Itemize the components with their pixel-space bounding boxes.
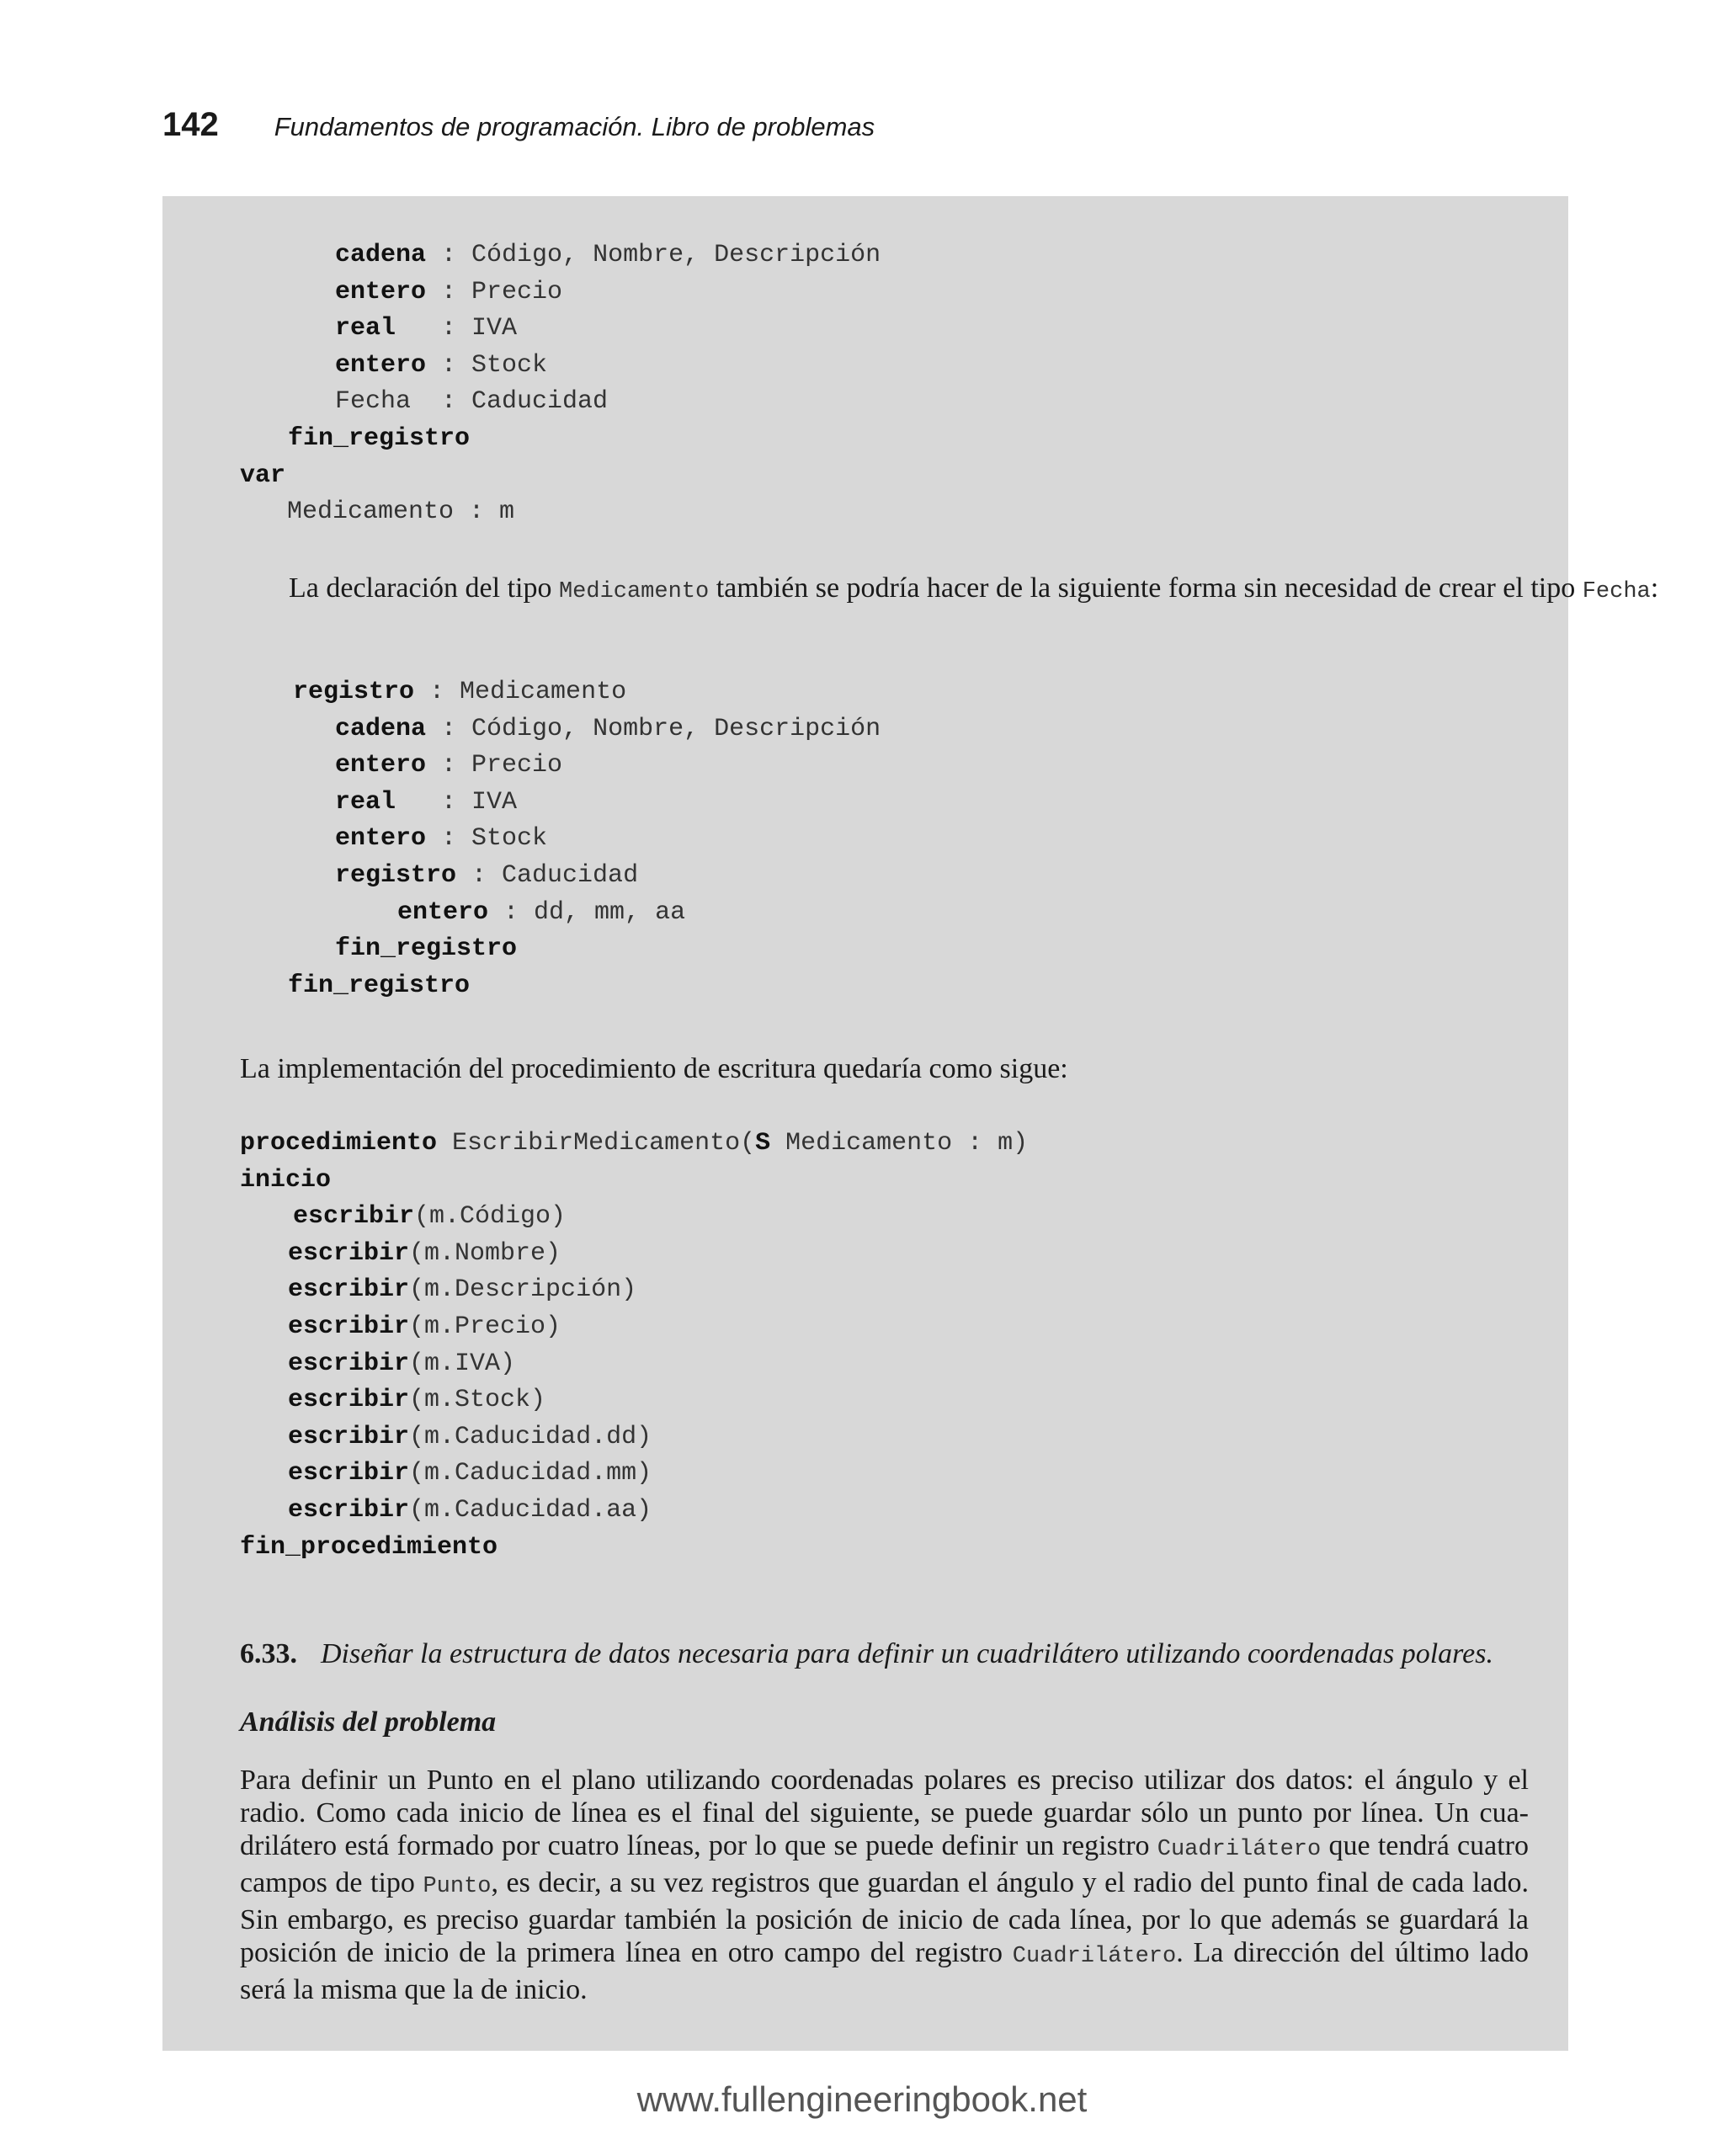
code-line xyxy=(240,1125,1028,1162)
inline-code: Cuadrilátero xyxy=(1012,1944,1177,1969)
inline-code: Cuadrilátero xyxy=(1157,1837,1322,1862)
code-line xyxy=(335,237,881,274)
paragraph-text: , es decir, a su vez registros que guardan el ángulo y el radio del punto final de cada lado. Sin embargo, es preciso guardar también la posición de inicio de cada línea, por lo que además se guardará la posición de inicio de la primera línea en otro campo del registro xyxy=(240,1867,1530,1968)
code-keyword: S xyxy=(755,1129,771,1158)
code-text: : Código, Nombre, Descripción xyxy=(426,714,881,743)
code-text: (m.Código) xyxy=(414,1202,567,1232)
code-keyword: inicio xyxy=(240,1165,332,1195)
code-keyword: escribir xyxy=(288,1275,410,1305)
code-keyword: cadena xyxy=(335,241,427,269)
code-line xyxy=(293,1198,566,1235)
code-keyword: entero xyxy=(335,751,427,780)
code-text: (m.Caducidad.mm) xyxy=(409,1459,652,1488)
code-text: (m.Caducidad.aa) xyxy=(409,1496,652,1525)
code-text: : dd, mm, aa xyxy=(488,897,686,927)
inline-code: Punto xyxy=(423,1874,492,1899)
code-keyword: registro xyxy=(335,861,457,890)
paragraph-text: . La dirección del último lado será la misma que la de inicio. xyxy=(240,1937,1529,2005)
code-keyword: escribir xyxy=(288,1422,410,1451)
content-box xyxy=(162,196,1659,2051)
code-line xyxy=(287,493,514,530)
code-line xyxy=(335,274,562,311)
code-text: : Medicamento xyxy=(414,678,627,706)
problem-statement xyxy=(240,1637,1578,1671)
inline-code: Medicamento xyxy=(558,579,710,604)
code-keyword: registro xyxy=(293,678,415,706)
code-line xyxy=(293,673,626,711)
paragraph-implementacion: La implementación del procedimiento de escritura quedaría como sigue: xyxy=(240,1053,1068,1084)
code-line xyxy=(240,1162,331,1199)
analysis-heading: Análisis del problema xyxy=(240,1706,497,1738)
code-text: : IVA xyxy=(396,314,518,343)
code-keyword: procedimiento xyxy=(240,1129,438,1158)
code-keyword: fin_procedimiento xyxy=(240,1532,498,1562)
code-keyword: var xyxy=(240,460,286,490)
paragraph-text: La declaración del tipo xyxy=(289,572,559,604)
code-line xyxy=(288,1271,636,1308)
code-keyword: escribir xyxy=(293,1202,415,1232)
problem-text: Diseñar la estructura de datos necesaria para definir un cuadrilátero utilizando coordenadas polares. xyxy=(321,1638,1493,1669)
code-text: : Caducidad xyxy=(456,861,639,890)
code-text: Fecha : Caducidad xyxy=(335,387,609,417)
code-keyword: escribir xyxy=(288,1349,410,1378)
code-line xyxy=(335,857,638,894)
code-line xyxy=(288,1235,561,1272)
code-text: : Precio xyxy=(426,277,563,306)
code-line xyxy=(335,930,517,967)
code-keyword: escribir xyxy=(288,1386,410,1415)
code-text: (m.Nombre) xyxy=(409,1238,561,1268)
code-line xyxy=(335,820,547,857)
paragraph-text: Para definir un Punto en el plano utilizando coordenadas polares es preciso utilizar dos datos: el ángulo y el radio. Como cada inicio de línea es el final del siguiente, se puede guardar sólo un punto por línea. Un cua-drilátero está formado por cuatro líneas, por lo que se puede definir un registro xyxy=(240,1765,1529,1861)
paragraph-text: que tendrá cuatro campos de tipo xyxy=(240,1830,1529,1898)
code-keyword: fin_registro xyxy=(288,971,471,1000)
code-text: EscribirMedicamento( xyxy=(437,1129,756,1158)
code-line xyxy=(335,310,517,347)
code-keyword: entero xyxy=(397,897,489,927)
code-keyword: escribir xyxy=(288,1496,410,1525)
code-line xyxy=(335,747,562,784)
code-keyword: cadena xyxy=(335,714,427,743)
code-line xyxy=(288,1419,652,1456)
code-text: : Código, Nombre, Descripción xyxy=(426,241,881,269)
code-text: (m.Stock) xyxy=(409,1386,546,1415)
code-keyword: entero xyxy=(335,350,427,380)
code-line xyxy=(240,457,285,494)
code-keyword: real xyxy=(335,314,396,343)
paragraph-tipo-medicamento xyxy=(240,572,1691,609)
code-line xyxy=(288,1345,515,1382)
running-title: Fundamentos de programación. Libro de problemas xyxy=(274,112,875,141)
code-text: (m.IVA) xyxy=(409,1349,516,1378)
code-text: Medicamento : m xyxy=(287,498,515,527)
code-line xyxy=(335,347,547,384)
code-text: : IVA xyxy=(396,787,518,817)
code-line xyxy=(335,784,517,821)
code-line xyxy=(288,1455,652,1492)
code-text: : Precio xyxy=(426,751,563,780)
page-number: 142 xyxy=(162,106,219,143)
code-keyword: escribir xyxy=(288,1312,410,1341)
code-keyword: escribir xyxy=(288,1459,410,1488)
code-line xyxy=(288,1381,545,1419)
analysis-paragraph xyxy=(240,1764,1529,2006)
code-keyword: fin_registro xyxy=(335,934,518,964)
code-text: (m.Descripción) xyxy=(409,1275,637,1305)
code-line xyxy=(288,420,470,457)
code-keyword: entero xyxy=(335,277,427,306)
code-line xyxy=(288,1308,561,1345)
inline-code: Fecha xyxy=(1582,579,1651,604)
code-line xyxy=(335,711,881,748)
code-line xyxy=(397,894,685,931)
code-text: : Stock xyxy=(426,350,548,380)
code-text: : Stock xyxy=(426,824,548,854)
code-keyword: real xyxy=(335,787,396,817)
code-line xyxy=(240,1529,498,1566)
paragraph-text: también se podría hacer de la siguiente forma sin necesidad de crear el tipo xyxy=(709,572,1583,604)
code-keyword: fin_registro xyxy=(288,424,471,453)
code-keyword: escribir xyxy=(288,1238,410,1268)
code-text: (m.Precio) xyxy=(409,1312,561,1341)
code-text: Medicamento : m) xyxy=(770,1129,1029,1158)
code-line xyxy=(335,383,608,420)
code-keyword: entero xyxy=(335,824,427,854)
problem-number: 6.33. xyxy=(240,1638,297,1669)
page-header xyxy=(162,106,875,153)
paragraph-text: : xyxy=(1650,572,1659,604)
footer-url: www.fullengineeringbook.net xyxy=(636,2079,1088,2119)
code-text: (m.Caducidad.dd) xyxy=(409,1422,652,1451)
code-line xyxy=(288,1492,652,1529)
code-line xyxy=(288,967,470,1004)
